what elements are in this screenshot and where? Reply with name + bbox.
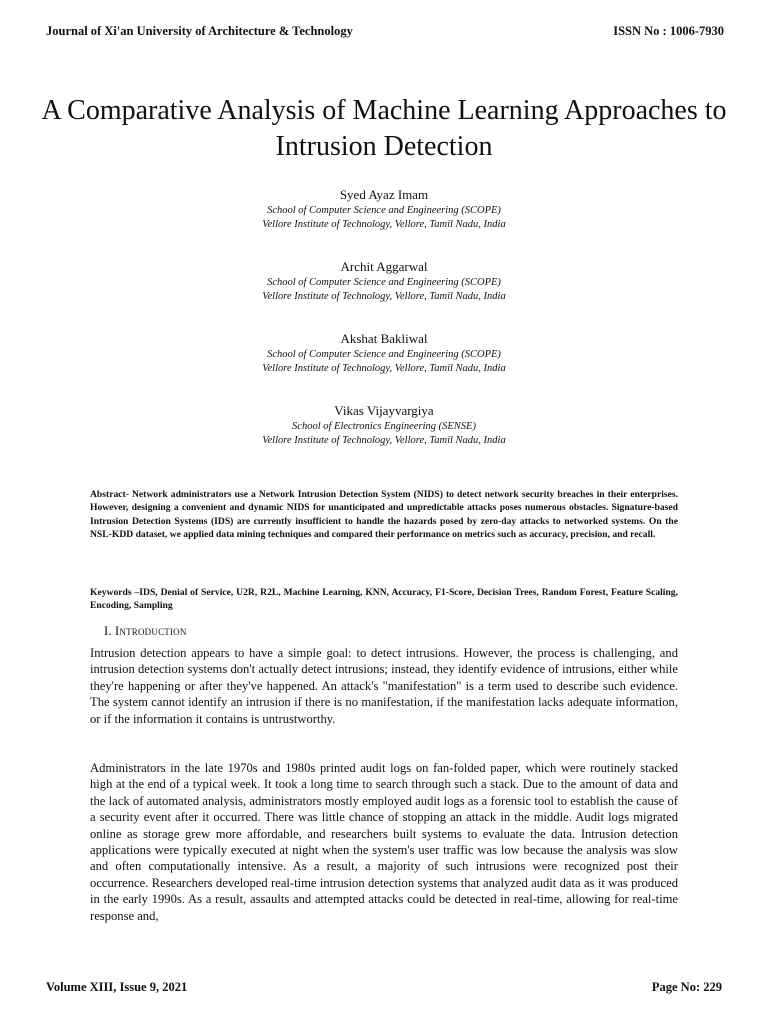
author-block xyxy=(40,402,728,474)
body-paragraph: Administrators in the late 1970s and 1980s printed audit logs on fan-folded paper, which were routinely stacked high at the end of a typical week. It took a long time to search through such a stack. Due to the amount of data and the lack of automated analysis, administrators mostly employed audit logs as a forensic tool to establish the cause of a security event after it occurred. There was little chance of stopping an attack in the middle. Audit logs migrated online as storage grew more affordable, and researchers built systems to evaluate the data. Intrusion detection applications were typically executed at night when the system's user traffic was low because the analysis was slow and often computationally intensive. As a result, a majority of such intrusions were recognized post their occurrence. Researchers developed real-time intrusion detection systems that analyzed audit data as it was produced in the early 1990s. As a result, assaults and attempted attacks could be detected in real-time, allowing for real-time response and, xyxy=(90,761,678,923)
author-affiliation: School of Computer Science and Engineering (SCOPE) xyxy=(267,205,501,216)
journal-name: Journal of Xi'an University of Architecture & Technology xyxy=(46,24,353,38)
volume-issue: Volume XIII, Issue 9, 2021 xyxy=(46,980,188,994)
author-affiliation: School of Computer Science and Engineering (SCOPE) xyxy=(267,349,501,360)
author-affiliation: School of Computer Science and Engineering (SCOPE) xyxy=(267,277,501,288)
paper-title: A Comparative Analysis of Machine Learning Approaches to Intrusion Detection xyxy=(41,95,727,162)
page-number: Page No: 229 xyxy=(651,980,722,994)
body-paragraph: Intrusion detection appears to have a simple goal: to detect intrusions. However, the process is challenging, and intrusion detection systems don't actually detect intrusions; instead, they identify evidence of intrusions, either while they're happening or after they've happened. An attack's "manifestation" is a term used to describe such evidence. The system cannot identify an intrusion if there is no manifestation, if the manifestation lacks adequate information, or if the information it contains is untrustworthy. xyxy=(90,646,678,726)
author-list xyxy=(40,186,728,474)
author-name: Syed Ayaz Imam xyxy=(339,187,429,202)
abstract: Abstract- Network administrators use a Network Intrusion Detection System (NIDS) to detect network security breaches in their enterprises. However, designing a convenient and dynamic NIDS for unanticipated and unpredictable attacks poses numerous obstacles. Signature-based Intrusion Detection Systems (IDS) are currently insufficient to handle the hazards posed by zero-day attacks to networked systems. On the NSL-KDD dataset, we applied data mining techniques and compared their performance on metrics such as accuracy, precision, and recall. xyxy=(90,489,678,540)
author-name: Akshat Bakliwal xyxy=(340,331,428,346)
author-affiliation: Vellore Institute of Technology, Vellore, Tamil Nadu, India xyxy=(262,219,506,230)
author-block xyxy=(40,330,728,402)
author-block xyxy=(40,258,728,330)
author-block xyxy=(40,186,728,258)
author-name: Archit Aggarwal xyxy=(340,259,428,274)
author-affiliation: School of Electronics Engineering (SENSE) xyxy=(292,421,476,432)
keywords: Keywords –IDS, Denial of Service, U2R, R2L, Machine Learning, KNN, Accuracy, F1-Score, Decision Trees, Random Forest, Feature Scaling, Encoding, Sampling xyxy=(90,587,678,612)
author-affiliation: Vellore Institute of Technology, Vellore, Tamil Nadu, India xyxy=(262,363,506,374)
issn-number: ISSN No : 1006-7930 xyxy=(613,24,724,38)
author-affiliation: Vellore Institute of Technology, Vellore, Tamil Nadu, India xyxy=(262,435,506,446)
author-affiliation: Vellore Institute of Technology, Vellore, Tamil Nadu, India xyxy=(262,291,506,302)
author-name: Vikas Vijayvargiya xyxy=(334,403,434,418)
section-heading-introduction: I. Introduction xyxy=(104,624,187,638)
